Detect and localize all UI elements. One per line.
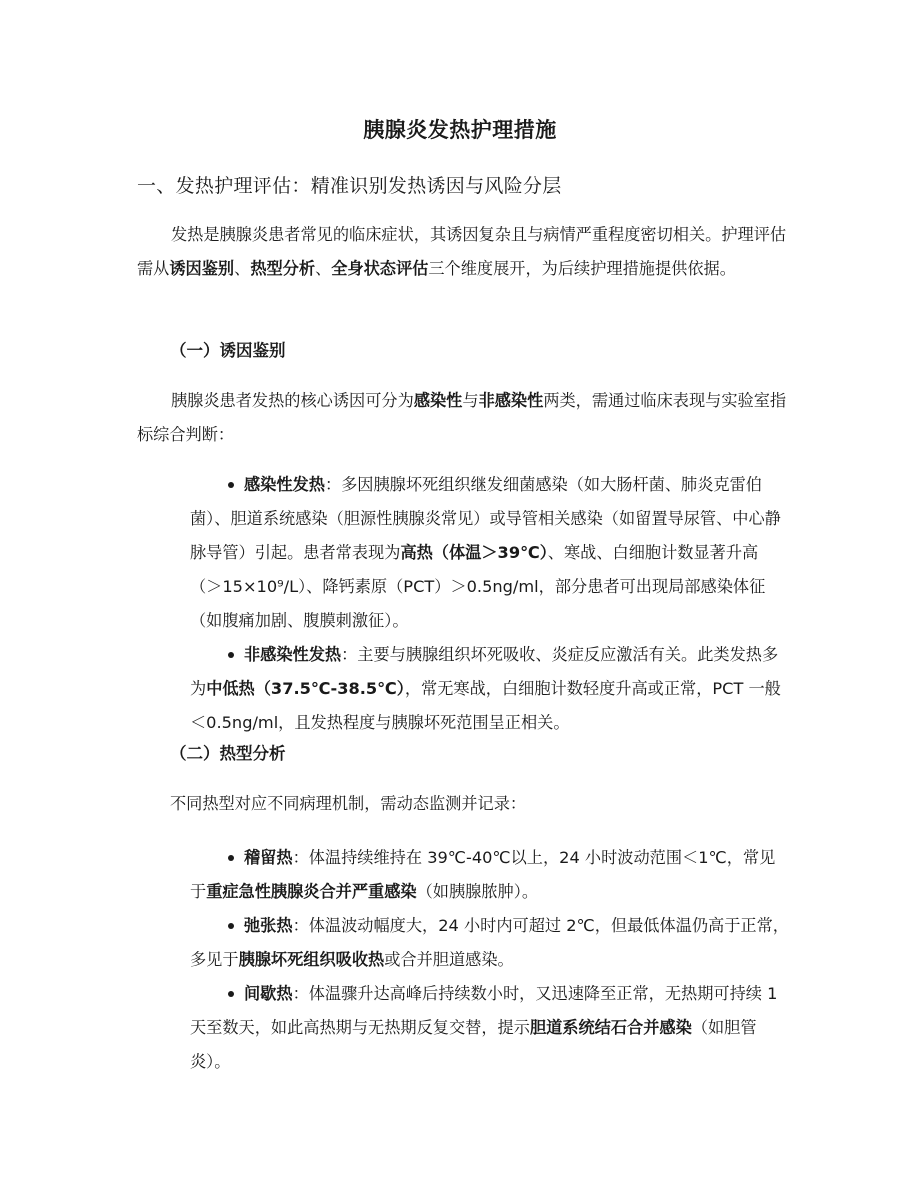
emphasis-infectious: 感染性 bbox=[413, 391, 463, 410]
bullet-dot-icon bbox=[228, 652, 234, 658]
section-heading-1: 一、发热护理评估：精准识别发热诱因与风险分层 bbox=[137, 175, 562, 197]
bullet-dot-icon bbox=[228, 482, 234, 488]
emphasis-cause: 诱因鉴别 bbox=[169, 259, 235, 278]
list-item: 非感染性发热：主要与胰腺组织坏死吸收、炎症反应激活有关。此类发热多为中低热（37.5℃-38.5℃），常无寒战，白细胞计数轻度升高或正常，PCT 一般＜0.5ng/ml，且发热程度与胰腺坏死范围呈正相关。 bbox=[190, 645, 781, 732]
subsection-1-list bbox=[190, 468, 790, 740]
subsection-1-intro-text: 胰腺炎患者发热的核心诱因可分为感染性与非感染性两类，需通过临床表现与实验室指标综合判断： bbox=[137, 391, 787, 444]
list-item: 弛张热：体温波动幅度大，24 小时内可超过 2℃，但最低体温仍高于正常，多见于胰腺坏死组织吸收热或合并胆道感染。 bbox=[190, 916, 789, 969]
emphasis-non-infectious: 非感染性 bbox=[478, 391, 544, 410]
subsection-1-intro bbox=[137, 384, 787, 452]
list-item: 稽留热：体温持续维持在 39℃-40℃以上，24 小时波动范围＜1℃，常见于重症急性胰腺炎合并严重感染（如胰腺脓肿）。 bbox=[190, 848, 776, 901]
bullet-dot-icon bbox=[228, 923, 234, 929]
subsection-2-intro: 不同热型对应不同病理机制，需动态监测并记录： bbox=[170, 794, 527, 813]
bullet-dot-icon bbox=[228, 855, 234, 861]
subsection-heading-1: （一）诱因鉴别 bbox=[170, 341, 286, 360]
list-item: 感染性发热：多因胰腺坏死组织继发细菌感染（如大肠杆菌、肺炎克雷伯菌）、胆道系统感染（胆源性胰腺炎常见）或导管相关感染（如留置导尿管、中心静脉导管）引起。患者常表现为高热（体温＞39℃）、寒战、白细胞计数显著升高（＞15×10⁹/L）、降钙素原（PCT）＞0.5ng/ml，部分患者可出现局部感染体征（如腹痛加剧、腹膜刺激征）。 bbox=[190, 475, 781, 630]
subsection-2-list bbox=[190, 841, 790, 1079]
section-1-intro-text: 发热是胰腺炎患者常见的临床症状，其诱因复杂且与病情严重程度密切相关。护理评估需从诱因鉴别、热型分析、全身状态评估三个维度展开，为后续护理措施提供依据。 bbox=[137, 225, 787, 278]
emphasis-fever-type: 热型分析 bbox=[250, 259, 316, 278]
list-item: 间歇热：体温骤升达高峰后持续数小时，又迅速降至正常，无热期可持续 1 天至数天，如此高热期与无热期反复交替，提示胆道系统结石合并感染（如胆管炎）。 bbox=[190, 984, 778, 1071]
document-title: 胰腺炎发热护理措施 bbox=[363, 118, 557, 142]
subsection-heading-2: （二）热型分析 bbox=[170, 744, 286, 763]
section-1-intro bbox=[137, 218, 787, 286]
bullet-dot-icon bbox=[228, 991, 234, 997]
emphasis-systemic: 全身状态评估 bbox=[331, 259, 429, 278]
